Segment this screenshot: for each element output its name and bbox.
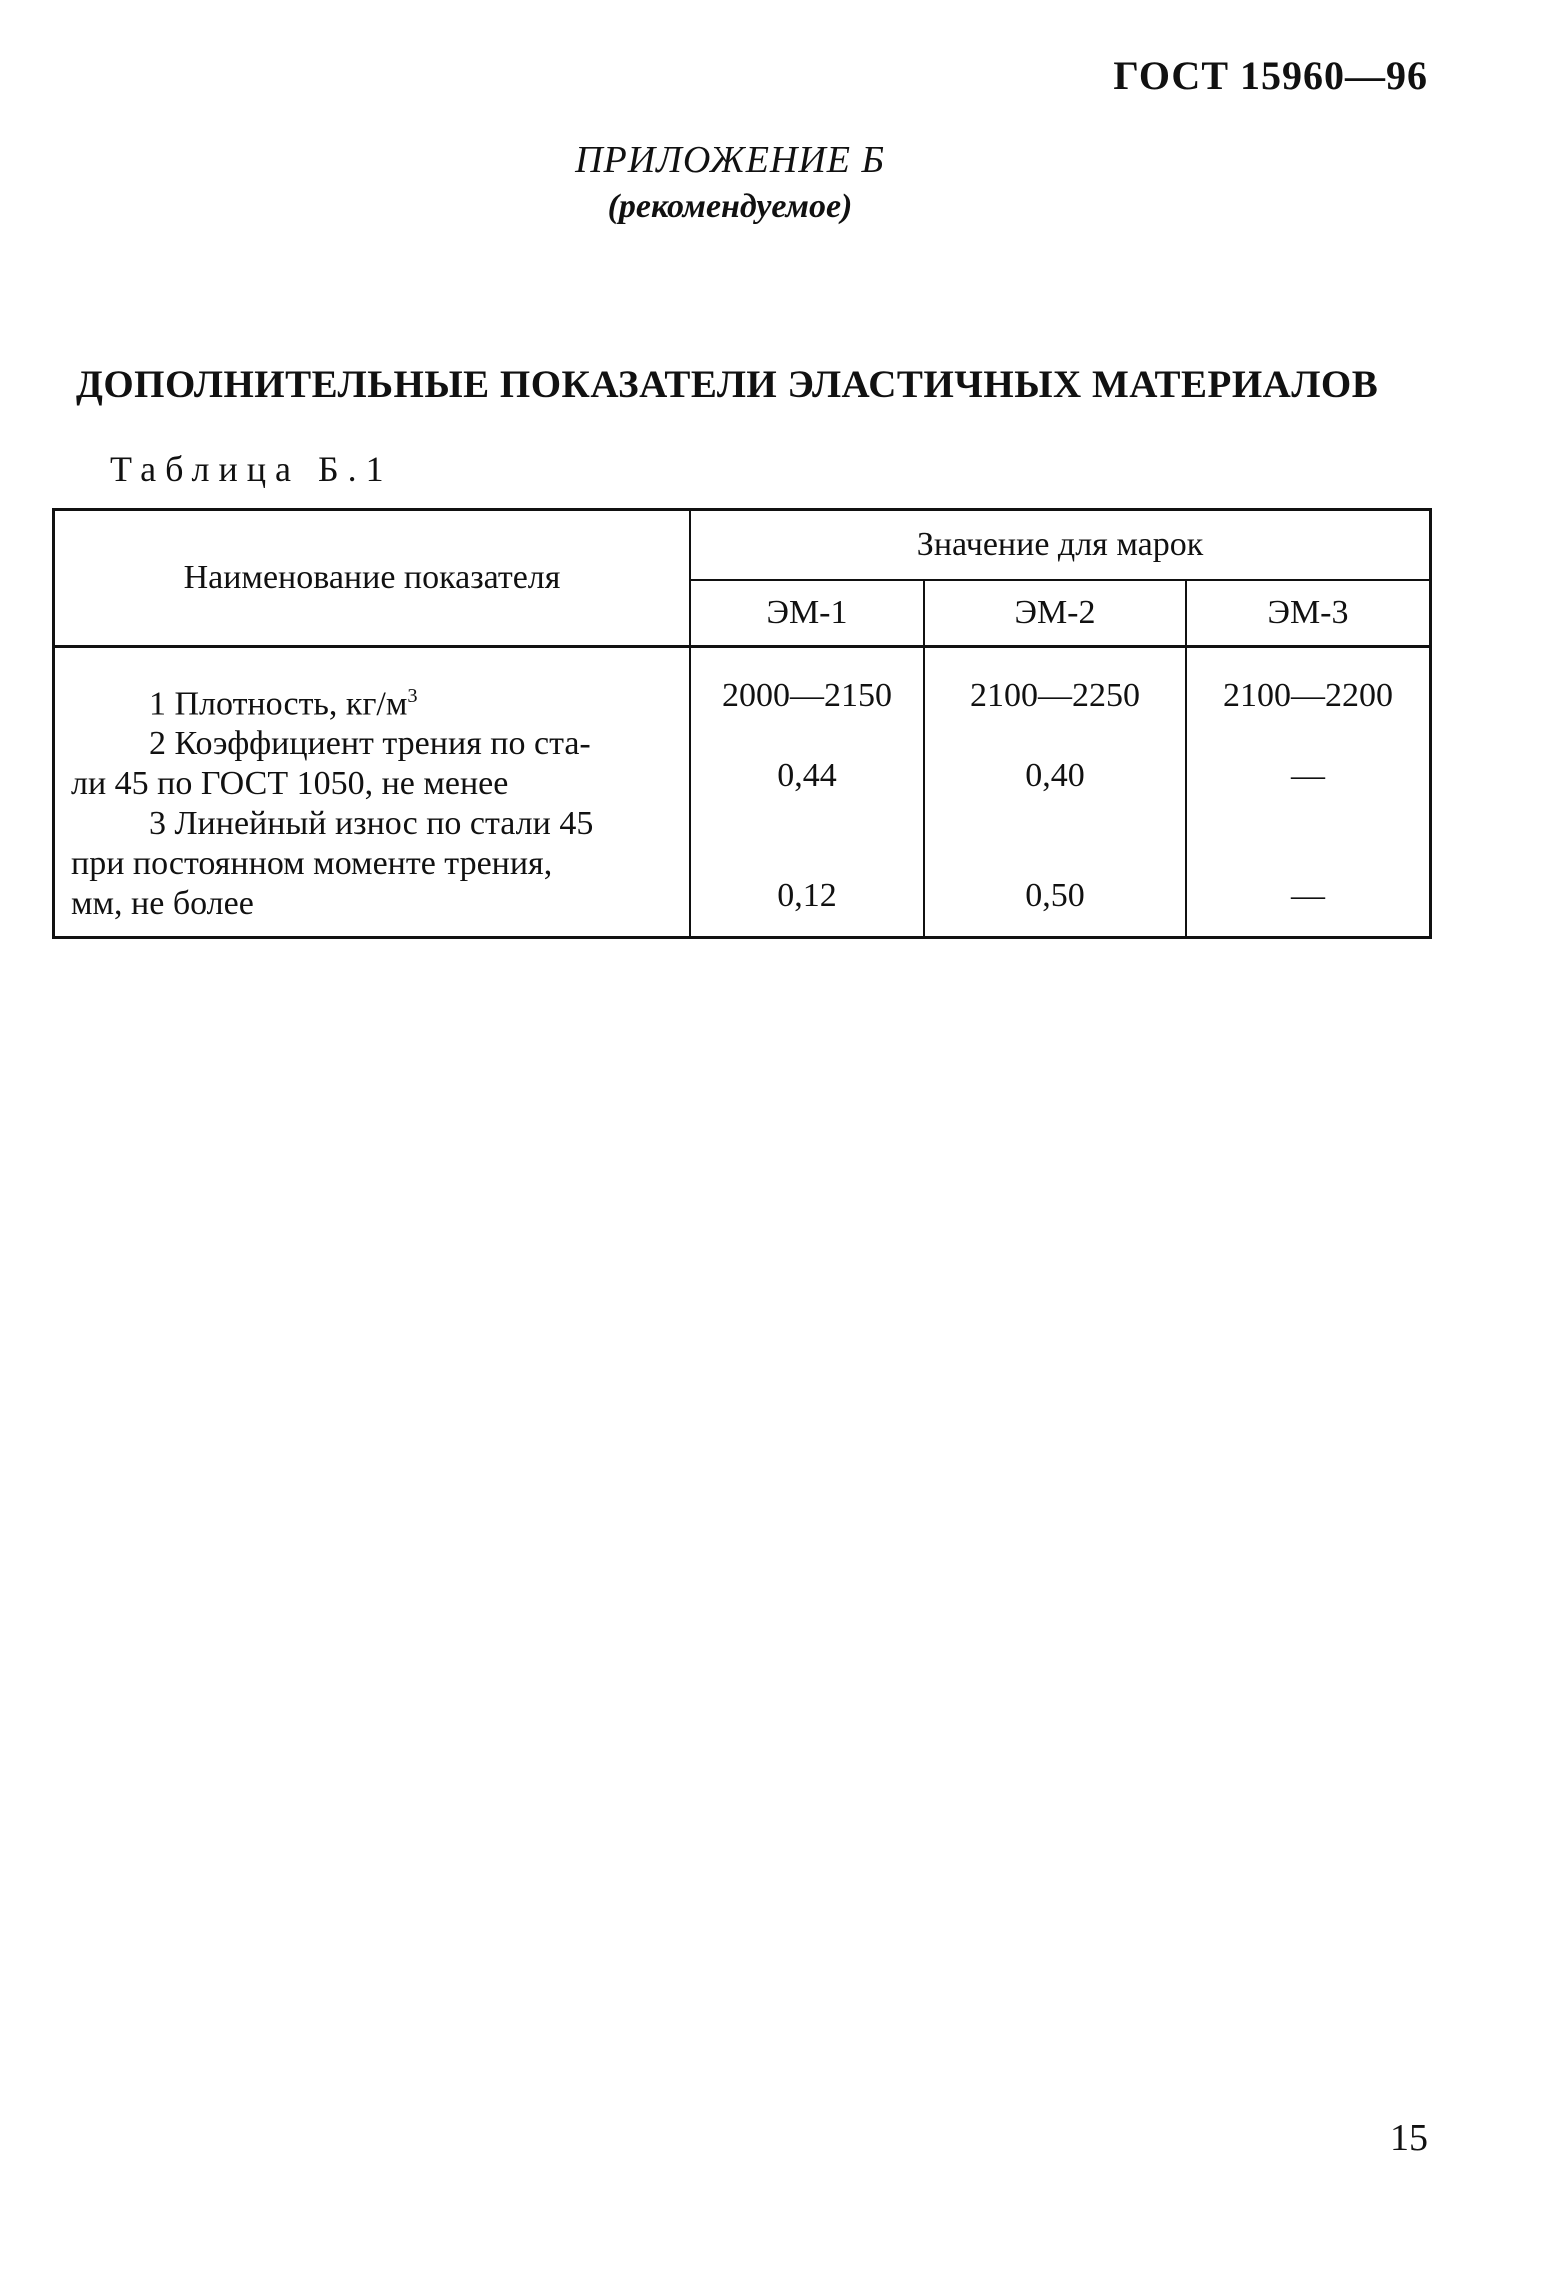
indicator-names-cell <box>54 647 691 938</box>
header-indicator-name: Наименование показателя <box>54 510 691 647</box>
values-em1-cell <box>690 647 924 938</box>
indicator-2-line-1: 2 Коэффициент трения по ста- <box>149 725 591 763</box>
value-row2-em2: 0,40 <box>1025 757 1085 794</box>
values-em2-cell <box>924 647 1186 938</box>
indicator-1-superscript: 3 <box>407 685 418 707</box>
header-values-group: Значение для марок <box>690 510 1431 581</box>
indicator-1-text: 1 Плотность, кг/м <box>149 685 408 723</box>
value-row3-em1: 0,12 <box>777 877 837 914</box>
page-number: 15 <box>1390 2117 1428 2159</box>
appendix-title: ПРИЛОЖЕНИЕ Б <box>575 139 885 181</box>
document-code: ГОСТ 15960—96 <box>1113 53 1428 98</box>
table-caption: Таблица Б.1 <box>110 449 393 489</box>
header-mark-em2: ЭМ-2 <box>924 580 1186 647</box>
value-row1-em1: 2000—2150 <box>722 677 892 714</box>
values-em3-cell <box>1186 647 1431 938</box>
indicator-3-line-3: мм, не более <box>71 885 254 923</box>
indicator-1-line-1 <box>71 676 661 724</box>
value-row1-em2: 2100—2250 <box>970 677 1140 714</box>
value-row2-em3: — <box>1291 757 1325 794</box>
value-row1-em3: 2100—2200 <box>1223 677 1393 714</box>
section-title: ДОПОЛНИТЕЛЬНЫЕ ПОКАЗАТЕЛИ ЭЛАСТИЧНЫХ МАТЕРИАЛОВ <box>76 363 1379 406</box>
indicator-3-line-1: 3 Линейный износ по стали 45 <box>149 805 594 843</box>
indicators-table <box>52 508 1432 939</box>
value-row3-em2: 0,50 <box>1025 877 1085 914</box>
value-row3-em3: — <box>1291 877 1325 914</box>
header-mark-em3: ЭМ-3 <box>1186 580 1431 647</box>
appendix-subtitle: (рекомендуемое) <box>607 188 853 225</box>
value-row2-em1: 0,44 <box>777 757 837 794</box>
indicator-3-line-2: при постоянном моменте трения, <box>71 845 553 883</box>
header-mark-em1: ЭМ-1 <box>690 580 924 647</box>
indicator-2-line-2: ли 45 по ГОСТ 1050, не менее <box>71 765 509 803</box>
table-row <box>54 647 1431 938</box>
